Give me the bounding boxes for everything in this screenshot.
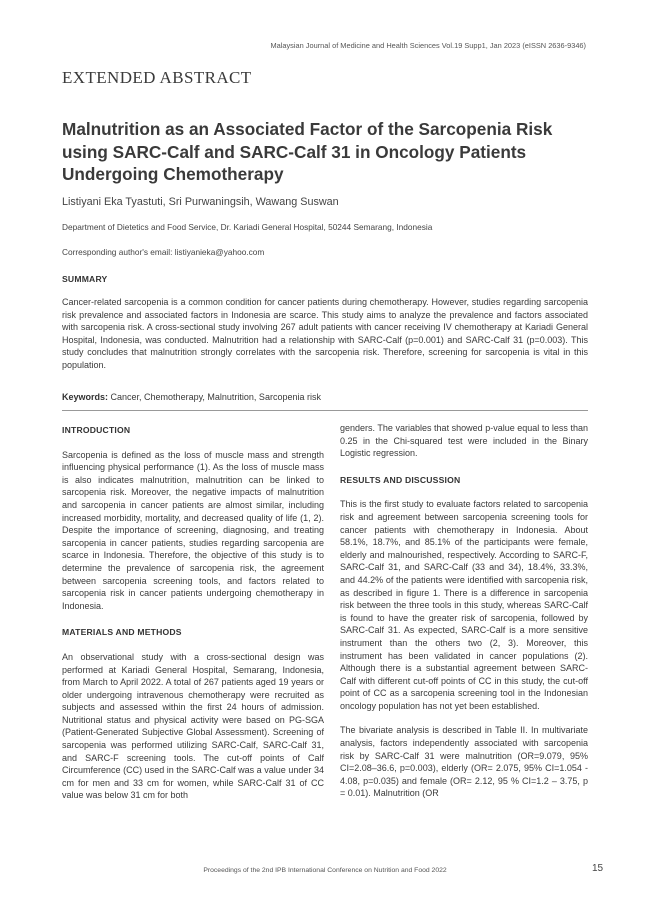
section-divider <box>62 410 588 411</box>
methods-text: An observational study with a cross-sectional design was performed at Kariadi General Hospital, Semarang, Indonesia, from March to April 2022. A total of 267 patients aged 19 years or older undergoing intravenous chemotherapy were recruited as subjects and assessed within the first 24 hours of admission. Nutritional status and physical activity were based on PG-SGA (Patient-Generated Subjective Global Assessment). Screening of sarcopenia was performed utilizing SARC-Calf, SARC-Calf 31, and SARC-F screening tools. The cut-off points of Calf Circumference (CC) used in the SARC-Calf was a value under 34 cm for men and 33 cm for women, while SARC-Calf 31 of CC value was below 31 cm for both <box>62 651 324 801</box>
keywords-line <box>62 392 321 402</box>
running-header: Malaysian Journal of Medicine and Health Sciences Vol.19 Supp1, Jan 2023 (eISSN 2636-9346) <box>270 41 586 50</box>
methods-heading: MATERIALS AND METHODS <box>62 627 182 638</box>
article-title: Malnutrition as an Associated Factor of the Sarcopenia Risk using SARC-Calf and SARC-Calf 31 in Oncology Patients Undergoing Chemotherapy <box>62 119 553 184</box>
results-heading: RESULTS AND DISCUSSION <box>340 474 461 485</box>
right-column <box>340 422 588 800</box>
footer-proceedings: Proceedings of the 2nd IPB International Conference on Nutrition and Food 2022 <box>203 867 447 874</box>
author-list: Listiyani Eka Tyastuti, Sri Purwaningsih, Wawang Suswan <box>62 196 339 208</box>
corresponding-author-email: Corresponding author's email: listiyanieka@yahoo.com <box>62 247 265 257</box>
results-text-2: The bivariate analysis is described in Table II. In multivariate analysis, factors independently associated with sarcopenia risk by SARC-Calf 31 were malnutrition (OR=9.079, 95% CI=2.08–36.6, p=0.003), elderly (OR= 2.075, 95% CI=1.054 - 4.08, p=0.035) and female (OR= 2.12, 95 % CI=1.2 – 3.75, p = 0.01). Malnutrition (OR <box>340 725 588 799</box>
keywords-label: Keywords: <box>62 392 109 402</box>
methods-text-continued: genders. The variables that showed p-value equal to less than 0.25 in the Chi-squared test were included in the Binary Logistic regression. <box>340 423 588 459</box>
affiliation: Department of Dietetics and Food Service, Dr. Kariadi General Hospital, 50244 Semarang, Indonesia <box>62 222 433 232</box>
introduction-text: Sarcopenia is defined as the loss of muscle mass and strength influencing physical performance (1). As the loss of muscle mass is also indicates malnutrition, malnutrition can be linked to sarcopenia risk. Moreover, the negative impacts of malnutrition and sarcopenia in cancer patients are almost similar, including increased morbidity, mortality, and decreased quality of life (1, 2). Despite the importance of screening, diagnosing, and treating sarcopenia in cancer patients, studies regarding sarcopenia are scarce in Indonesia. Therefore, the objective of this study is to determine the prevalence of sarcopenia risk, the agreement between sarcopenia screening tools, and factors related to sarcopenia risk in cancer patients undergoing chemotherapy in Indonesia. <box>62 449 324 611</box>
section-label: EXTENDED ABSTRACT <box>62 68 252 87</box>
left-column <box>62 424 324 802</box>
introduction-heading: INTRODUCTION <box>62 425 131 435</box>
page-number: 15 <box>592 863 604 874</box>
summary-heading: SUMMARY <box>62 274 108 284</box>
results-text-1: This is the first study to evaluate factors related to sarcopenia risk and agreement between sarcopenia screening tools for cancer patients with chemotherapy in Indonesia. About 58.1%, 18.7%, and 85.1% of the participants were female, elderly and malnourished, respectively. According to SARC-F, SARC-Calf 31, and SARC-Calf (33 and 34), 18.4%, 33.3%, and 44.2% of the patients were identified with sarcopenia risk, as described in figure 1. There is a difference in sarcopenia risk between the three tools in this study, whereas SARC-Calf is found to have the greater risk of sarcopenia, followed by SARC-Calf 31. As expected, SARC-Calf is a more sensitive instrument than the others two (2, 3). Moreover, this instrument has been validated in cancer populations (2). Although there is a substantial agreement between SARC-Calf with different cut-off points of CC in this study, the cut-off point of CC as a sarcopenia screening tool in the Indonesian oncology population has not yet been established. <box>340 499 588 711</box>
keywords-value: Cancer, Chemotherapy, Malnutrition, Sarcopenia risk <box>110 392 321 402</box>
summary-text: Cancer-related sarcopenia is a common condition for cancer patients during chemotherapy. However, studies regarding sarcopenia risk prevalence and associated factors in Indonesia are scarce. This study aims to analyze the prevalence and factors associated with sarcopenia risk. A cross-sectional study involving 267 adult patients with cancer receiving IV chemotherapy at Kariadi General Hospital, Indonesia, was conducted. Malnutrition had a relationship with SARC-Calf (p=0.001) and SARC-Calf 31 (p=0.003). This study concludes that malnutrition strongly correlates with the sarcopenia risk. Therefore, screening for sarcopenia is vital in this population. <box>62 297 588 370</box>
